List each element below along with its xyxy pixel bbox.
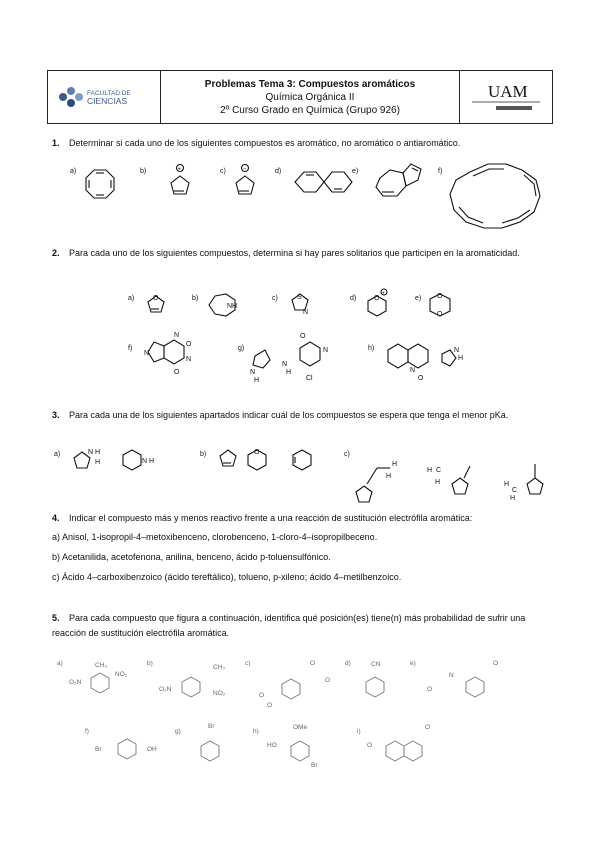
- svg-text:N: N: [449, 672, 454, 679]
- question-5-text: Para cada compuesto que figura a continuación, identifica qué posición(es) tiene(n) más probabilidad de sufrir una reacción de sustitución electrófila aromática.: [52, 613, 526, 638]
- svg-text:O: O: [367, 742, 373, 749]
- svg-text:Br: Br: [95, 746, 102, 753]
- question-4-number: 4.: [52, 513, 60, 523]
- header-titles: [161, 71, 460, 123]
- q5-label-b: b): [147, 660, 153, 667]
- svg-text:O₂N: O₂N: [159, 686, 172, 693]
- q5-label-h: h): [253, 728, 259, 735]
- svg-text:N: N: [454, 347, 460, 354]
- vinyl-cyclopentadiene: [356, 461, 397, 502]
- svg-text:H: H: [95, 459, 101, 466]
- cyclohexadiene: [293, 450, 311, 470]
- svg-text:O: O: [186, 341, 192, 348]
- q5-label-a: a): [57, 660, 63, 667]
- svg-text:H: H: [435, 479, 441, 486]
- svg-text:O: O: [437, 311, 443, 318]
- logo-line2: CIENCIAS: [87, 96, 128, 106]
- svg-text:CH₃: CH₃: [95, 662, 108, 669]
- azulene-like-structure: [376, 164, 421, 196]
- svg-text:O: O: [418, 375, 424, 382]
- q2-label-f: f): [128, 345, 133, 352]
- q3-label-b: b): [200, 451, 207, 458]
- q2-label-a: a): [128, 295, 135, 302]
- svg-text:Br: Br: [208, 723, 215, 730]
- q1-label-b: b): [140, 168, 147, 175]
- q1-label-a: a): [70, 168, 77, 175]
- svg-text:N: N: [250, 369, 256, 376]
- pyridinium: [123, 450, 141, 470]
- question-4-item-b: b) Acetanilida, acetofenona, anilina, benceno, ácido p-toluensulfónico.: [52, 552, 331, 562]
- svg-text:O: O: [437, 293, 443, 300]
- q5-label-c: c): [245, 660, 251, 667]
- question-5-structures: [55, 655, 555, 795]
- question-2: [52, 246, 546, 261]
- q5-label-f: f): [85, 728, 89, 735]
- q1-label-c: c): [220, 168, 226, 175]
- q2-label-b: b): [192, 295, 199, 302]
- svg-text:NO₂: NO₂: [213, 690, 226, 697]
- svg-text:Cl: Cl: [306, 375, 313, 382]
- svg-text:O: O: [325, 677, 331, 684]
- svg-text:NH: NH: [227, 303, 238, 310]
- svg-text:H: H: [504, 481, 510, 488]
- svg-text:H: H: [427, 467, 433, 474]
- bromo-ethylbenzene: [201, 723, 219, 761]
- dinitro-ethyl-benzene: [159, 664, 226, 697]
- caffeine: [144, 332, 192, 376]
- svg-text:O: O: [374, 295, 380, 302]
- svg-text:+: +: [177, 166, 182, 173]
- svg-text:O: O: [267, 702, 273, 709]
- svg-text:H: H: [458, 355, 464, 362]
- question-4-text: Indicar el compuesto más y menos reactivo frente a una reacción de sustitución electrófila aromática:: [69, 513, 473, 523]
- svg-text:CH₃: CH₃: [213, 664, 226, 671]
- question-4-item-a: a) Anisol, 1-isopropil-4–metoxibenceno, clorobenceno, 1-cloro-4–isopropilbeceno.: [52, 532, 378, 542]
- svg-text:N: N: [410, 367, 416, 374]
- svg-text:O: O: [425, 724, 431, 731]
- q1-label-d: d): [275, 168, 282, 175]
- question-3: [52, 408, 546, 423]
- question-5-number: 5.: [52, 613, 60, 623]
- svg-text:N: N: [174, 332, 180, 339]
- svg-text:O: O: [427, 686, 433, 693]
- svg-text:O: O: [493, 660, 499, 667]
- svg-text:N: N: [186, 356, 192, 363]
- question-5: [52, 611, 548, 641]
- svg-text:H: H: [386, 473, 392, 480]
- question-3-text: Para cada una de los siguientes apartados indicar cuál de los compuestos se espera que tenga el menor pKa.: [69, 410, 509, 420]
- question-2-number: 2.: [52, 248, 60, 258]
- svg-text:H: H: [392, 461, 398, 468]
- pyrimidine-derivative: [250, 333, 328, 384]
- question-1-number: 1.: [52, 138, 60, 148]
- q2-label-d: d): [350, 295, 357, 302]
- q3-label-a: a): [54, 451, 61, 458]
- cyanotoluene: [366, 661, 384, 697]
- svg-text:N: N: [323, 347, 329, 354]
- q2-label-h: h): [368, 345, 375, 352]
- q1-label-e: e): [352, 168, 359, 175]
- svg-text:H: H: [286, 369, 292, 376]
- q2-label-e: e): [415, 295, 422, 302]
- svg-text:O: O: [310, 660, 316, 667]
- svg-text:C: C: [436, 467, 442, 474]
- svg-text:CN: CN: [371, 661, 381, 668]
- svg-text:N: N: [88, 449, 94, 456]
- question-1-text: Determinar si cada uno de los siguientes compuestos es aromático, no aromático o antiaromático.: [69, 138, 461, 148]
- svg-text:N: N: [282, 361, 288, 368]
- q5-label-e: e): [410, 660, 416, 667]
- question-3-structures: [52, 442, 552, 512]
- faculty-logo-icon: [59, 87, 83, 107]
- methylene-cyclopentadiene-1: [427, 466, 470, 494]
- document-header: [47, 70, 553, 124]
- subject-name: Química Orgánica II: [265, 91, 355, 103]
- svg-text:N: N: [303, 309, 309, 316]
- svg-text:OH: OH: [147, 746, 157, 753]
- svg-text:H: H: [149, 458, 155, 465]
- bromo-phenol-derivative: [95, 739, 157, 759]
- q2-label-c: c): [272, 295, 278, 302]
- svg-text:OMe: OMe: [293, 724, 308, 731]
- svg-text:N: N: [144, 350, 150, 357]
- svg-text:NO₂: NO₂: [115, 671, 128, 678]
- svg-text:O: O: [153, 295, 159, 302]
- svg-text:O: O: [254, 449, 260, 456]
- acetamido-acetophenone: [427, 660, 498, 697]
- question-4: [52, 511, 552, 526]
- question-3-number: 3.: [52, 410, 60, 420]
- svg-text:H: H: [95, 449, 101, 456]
- question-1: [52, 136, 552, 151]
- question-2-text: Para cada uno de los siguientes compuestos, determina si hay pares solitarios que participen en la aromaticidad.: [69, 248, 520, 258]
- svg-text:+: +: [382, 290, 385, 297]
- svg-text:O: O: [174, 369, 180, 376]
- cyclopentadiene: [220, 450, 236, 466]
- svg-text:HO: HO: [267, 742, 277, 749]
- tetralone-derivative: [367, 724, 430, 761]
- university-logo: [460, 71, 552, 123]
- dinitrotoluene: [69, 662, 128, 693]
- large-annulene: [450, 164, 540, 228]
- q3-label-c: c): [344, 451, 350, 458]
- q2-label-g: g): [238, 345, 245, 352]
- svg-text:H: H: [254, 377, 260, 384]
- sheet-title: Problemas Tema 3: Compuestos aromáticos: [204, 78, 416, 90]
- svg-text:−: −: [243, 166, 247, 173]
- q5-label-i: i): [357, 728, 361, 735]
- faculty-logo: [48, 71, 161, 123]
- cyclooctatetraene: [86, 170, 114, 198]
- svg-text:S: S: [297, 294, 302, 301]
- svg-text:H: H: [510, 495, 516, 502]
- svg-text:N: N: [142, 458, 148, 465]
- uam-logo-text: UAM: [488, 82, 528, 101]
- question-1-structures: [60, 158, 560, 238]
- svg-text:O: O: [259, 692, 265, 699]
- logo-line1: FACULTAD DE: [87, 90, 131, 97]
- methylene-cyclopentadiene-2: [504, 464, 543, 502]
- bicyclic-annulene: [295, 172, 352, 192]
- question-4-item-c: c) Ácido 4–carboxibenzoico (ácido tereftálico), tolueno, p-xileno; ácido 4–metilbenzoico.: [52, 572, 402, 582]
- methoxy-bromo-benzyl-alcohol: [267, 724, 318, 769]
- svg-text:C: C: [512, 487, 518, 494]
- svg-text:O: O: [300, 333, 306, 340]
- question-2-structures: [120, 288, 540, 398]
- q1-label-f: f): [438, 168, 443, 175]
- pyridopyrimidinone-tetrazole: [388, 344, 463, 382]
- q5-label-d: d): [345, 660, 351, 667]
- q5-label-g: g): [175, 728, 181, 735]
- svg-text:Br: Br: [311, 762, 318, 769]
- course-name: 2º Curso Grado en Química (Grupo 926): [220, 104, 400, 116]
- svg-text:O₂N: O₂N: [69, 679, 82, 686]
- diester-benzene: [259, 660, 330, 709]
